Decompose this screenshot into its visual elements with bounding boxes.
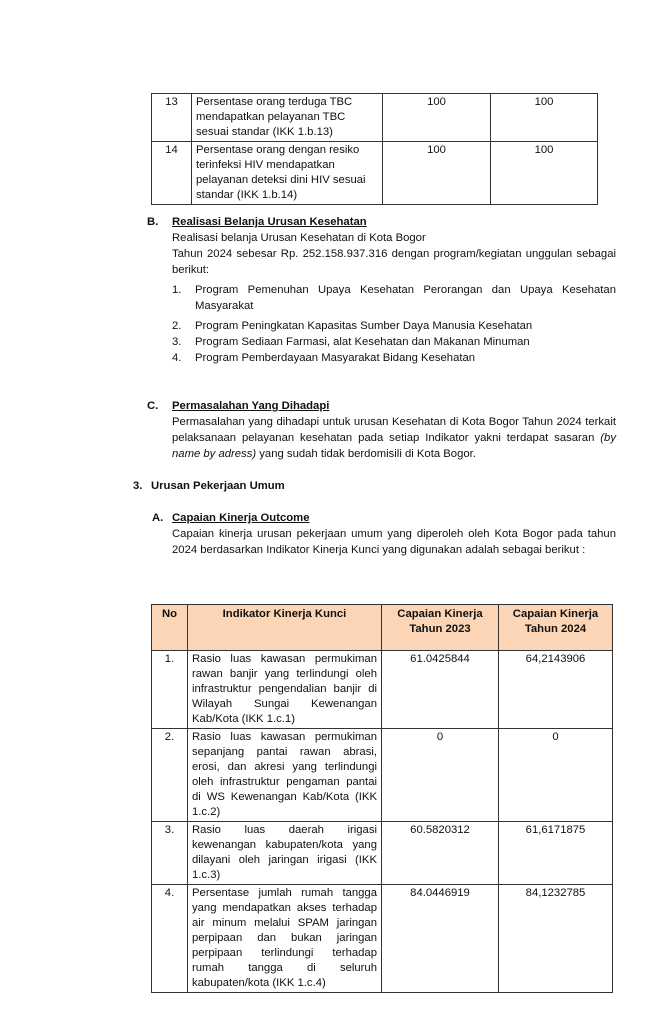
value-2023: 60.5820312: [382, 822, 499, 885]
list-item: [172, 334, 616, 350]
value-cell: 100: [491, 94, 598, 142]
section-c-italic-text: (by name by adress): [172, 432, 616, 460]
table-row: [152, 729, 613, 822]
value-cell: 100: [383, 94, 491, 142]
section-c-text: Permasalahan yang dihadapi untuk urusan Kesehatan di Kota Bogor Tahun 2024 terkait pelaksanaan pelayanan kesehatan pada setiap Indikator yakni terdapat sasaran: [172, 416, 616, 444]
section-b-line2: Tahun 2024 sebesar Rp. 252.158.937.316 dengan program/kegiatan unggulan sebagai berikut:: [172, 248, 616, 276]
list-number: 3.: [172, 336, 182, 348]
table-row: [152, 142, 598, 205]
indicator-text: Persentase orang dengan resiko terinfeksi HIV mendapatkan pelayanan deteksi dini HIV sesuai standar (IKK 1.b.14): [192, 142, 383, 205]
section-3-label: 3.: [133, 480, 143, 492]
list-item: [172, 282, 616, 316]
header-2023: Capaian Kinerja Tahun 2023: [382, 605, 499, 651]
table-row: [152, 885, 613, 993]
list-text: Program Pemenuhan Upaya Kesehatan Perorangan dan Upaya Kesehatan Masyarakat: [195, 284, 616, 312]
header-no: No: [152, 605, 188, 651]
header-indicator: Indikator Kinerja Kunci: [188, 605, 382, 651]
list-text: Program Peningkatan Kapasitas Sumber Daya Manusia Kesehatan: [195, 320, 533, 332]
value-2023: 61.0425844: [382, 651, 499, 729]
list-number: 1.: [172, 284, 182, 296]
list-item: [172, 318, 616, 334]
header-2024: Capaian Kinerja Tahun 2024: [499, 605, 613, 651]
list-text: Program Sediaan Farmasi, alat Kesehatan dan Makanan Minuman: [195, 336, 530, 348]
row-number: 14: [152, 142, 192, 205]
indicator-text: Persentase jumlah rumah tangga yang mendapatkan akses terhadap air minum melalui SPAM jaringan perpipaan dan bukan jaringan perpipaan terlindungi terhadap rumah tangga di seluruh kabupaten/kota (IKK 1.c.4): [188, 885, 382, 993]
indicator-text: Persentase orang terduga TBC mendapatkan pelayanan TBC sesuai standar (IKK 1.b.13): [192, 94, 383, 142]
section-3a-paragraph: Capaian kinerja urusan pekerjaan umum yang diperoleh oleh Kota Bogor pada tahun 2024 berdasarkan Indikator Kinerja Kunci yang digunakan adalah sebagai berikut :: [172, 528, 616, 556]
value-2024: 61,6171875: [499, 822, 613, 885]
table-row: [152, 822, 613, 885]
row-number: 4.: [152, 885, 188, 993]
value-2024: 0: [499, 729, 613, 822]
value-2024: 64,2143906: [499, 651, 613, 729]
value-2023: 84.0446919: [382, 885, 499, 993]
table-row: [152, 94, 598, 142]
section-c-paragraph: [172, 414, 616, 462]
list-text: Program Pemberdayaan Masyarakat Bidang Kesehatan: [195, 352, 476, 364]
section-3a-label: A.: [152, 512, 164, 524]
indicator-text: Rasio luas kawasan permukiman rawan banjir yang terlindungi oleh infrastruktur pengendalian banjir di Wilayah Sungai Kewenangan Kab/Kota (IKK 1.c.1): [188, 651, 382, 729]
indicator-text: Rasio luas daerah irigasi kewenangan kabupaten/kota yang dilayani oleh jaringan irigasi (IKK 1.c.3): [188, 822, 382, 885]
indicator-text: Rasio luas kawasan permukiman sepanjang pantai rawan abrasi, erosi, dan akresi yang terlindungi oleh infrastruktur pengaman pantai di WS Kewenangan Kab/Kota (IKK 1.c.2): [188, 729, 382, 822]
section-c-title: Permasalahan Yang Dihadapi: [172, 400, 330, 412]
value-2023: 0: [382, 729, 499, 822]
top-indicator-table: [151, 93, 598, 205]
section-b-line1: Realisasi belanja Urusan Kesehatan di Kota Bogor: [172, 232, 426, 244]
list-item: [172, 350, 616, 366]
row-number: 1.: [152, 651, 188, 729]
row-number: 13: [152, 94, 192, 142]
section-3a-title: Capaian Kinerja Outcome: [172, 512, 310, 524]
list-number: 2.: [172, 320, 182, 332]
value-cell: 100: [491, 142, 598, 205]
row-number: 3.: [152, 822, 188, 885]
row-number: 2.: [152, 729, 188, 822]
section-b-label: B.: [147, 216, 159, 228]
section-3-title: Urusan Pekerjaan Umum: [151, 480, 285, 492]
outcome-table: [151, 604, 613, 993]
table-header-row: [152, 605, 613, 651]
section-c-label: C.: [147, 400, 159, 412]
section-b-title: Realisasi Belanja Urusan Kesehatan: [172, 216, 367, 228]
value-cell: 100: [383, 142, 491, 205]
list-number: 4.: [172, 352, 182, 364]
section-c-text-end: yang sudah tidak berdomisili di Kota Bogor.: [256, 448, 476, 460]
value-2024: 84,1232785: [499, 885, 613, 993]
table-row: [152, 651, 613, 729]
